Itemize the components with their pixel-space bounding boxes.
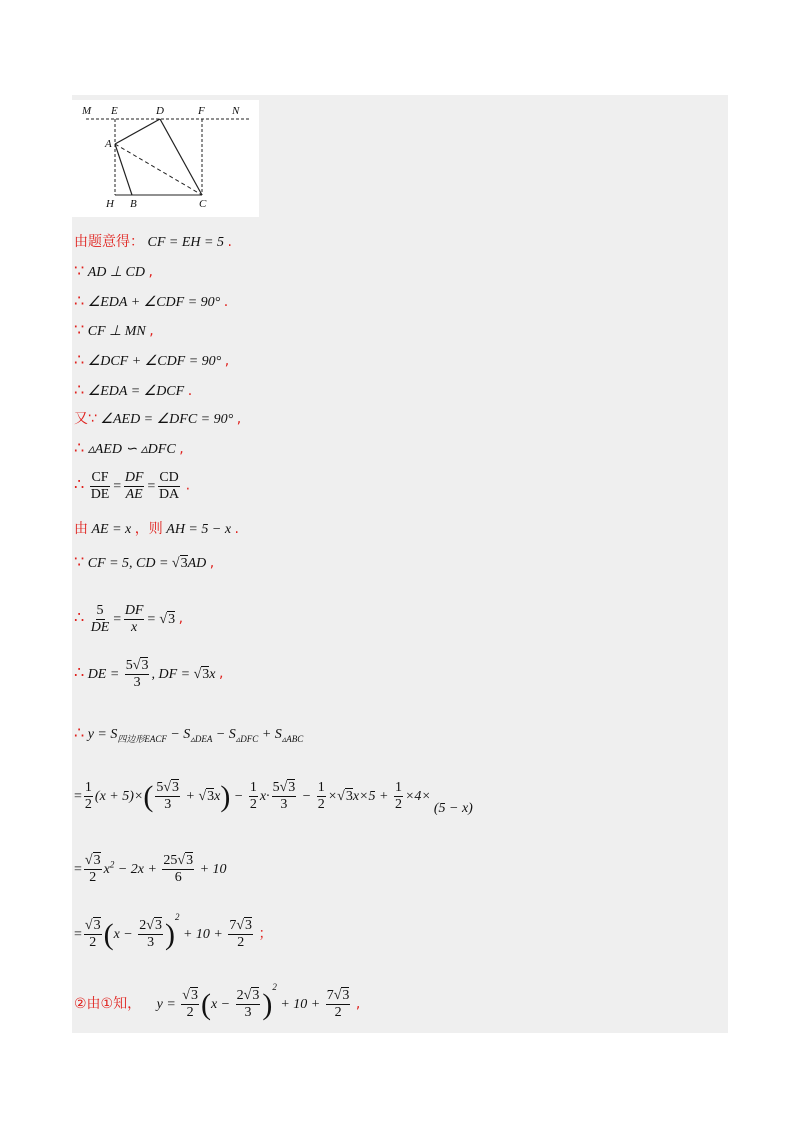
label-a: A <box>105 138 112 150</box>
step-12: ∴ $\frac{5}{DE}$ = $\frac{DF}{x}$ = √3 , <box>74 603 184 635</box>
label-d: D <box>156 105 164 117</box>
label-e: E <box>111 105 118 117</box>
step-10: 由 AE = x ，则 AH = 5 − x . <box>74 521 239 537</box>
step-8: ∴ ▵AED ∽ ▵DFC , <box>74 438 184 457</box>
step-17: = $\frac{√3}{2}$ (x − $\frac{2√3}{3}$ )$^2$ + 10 + $\frac{7√3}{2}$ ； <box>74 912 273 951</box>
step-1: 由题意得： CF = EH = 5 . <box>74 234 232 250</box>
label-b: B <box>130 198 137 210</box>
step-4: ∵ CF ⊥ MN , <box>74 320 154 339</box>
step-14: ∴ $y = S_{四边形EACF} - S_{▵DEA} - S_{▵DFC} + S_{▵ABC}$ <box>74 723 304 744</box>
label-n: N <box>232 105 240 117</box>
step-7: 又∵ ∠AED = ∠DFC = 90° , <box>74 411 242 427</box>
segment-ab <box>115 144 132 195</box>
label-h: H <box>106 198 114 210</box>
step-11: ∵ CF = 5, CD = √3AD , <box>74 552 215 571</box>
step-5: ∴ ∠DCF + ∠CDF = 90° , <box>74 350 230 369</box>
segment-ad <box>115 119 160 144</box>
step-16: = $\frac{√3}{2}$ $x^2 - 2x$ + $\frac{25√3}{6}$ + 10 <box>74 853 227 885</box>
step-13: ∴ DE = $\frac{5√3}{3}$ , DF = √3x , <box>74 658 224 690</box>
label-c: C <box>199 198 207 210</box>
geometry-diagram <box>72 100 259 217</box>
fraction: $\frac{DF}{x}$ <box>124 603 144 635</box>
fraction: $\frac{DF}{AE}$ <box>124 470 144 502</box>
fraction: $\frac{CF}{DE}$ <box>90 470 110 502</box>
step-3: ∴ ∠EDA + ∠CDF = 90° . <box>74 291 229 310</box>
step-15: = $\frac{1}{2}$ (x + 5)×( $\frac{5√3}{3}$ + √3x) − $\frac{1}{2}$ x· $\frac{5√3}{3}$ − $\frac{1}{2}$ ×√3x×5 + $\frac{1}{2}$ ×4×(5 − x) <box>74 779 473 816</box>
segment-dc <box>160 119 202 195</box>
fraction: $\frac{5}{DE}$ <box>90 603 110 635</box>
fraction: $\frac{5√3}{3}$ <box>125 658 149 690</box>
fraction: $\frac{CD}{DA}$ <box>158 470 180 502</box>
geometry-figure <box>72 100 259 217</box>
step-18: ②由①知， y = $\frac{√3}{2}$ (x − $\frac{2√3}{3}$ )$^2$ + 10 + $\frac{7√3}{2}$ , <box>74 982 361 1021</box>
step-6: ∴ ∠EDA = ∠DCF . <box>74 380 193 399</box>
segment-ac <box>115 144 202 195</box>
label-m: M <box>82 105 92 117</box>
label-f: F <box>198 105 205 117</box>
step-9: ∴ $\frac{CF}{DE}$ = $\frac{DF}{AE}$ = $\frac{CD}{DA}$ . <box>74 470 191 502</box>
step-2: ∵ AD ⊥ CD , <box>74 261 153 280</box>
